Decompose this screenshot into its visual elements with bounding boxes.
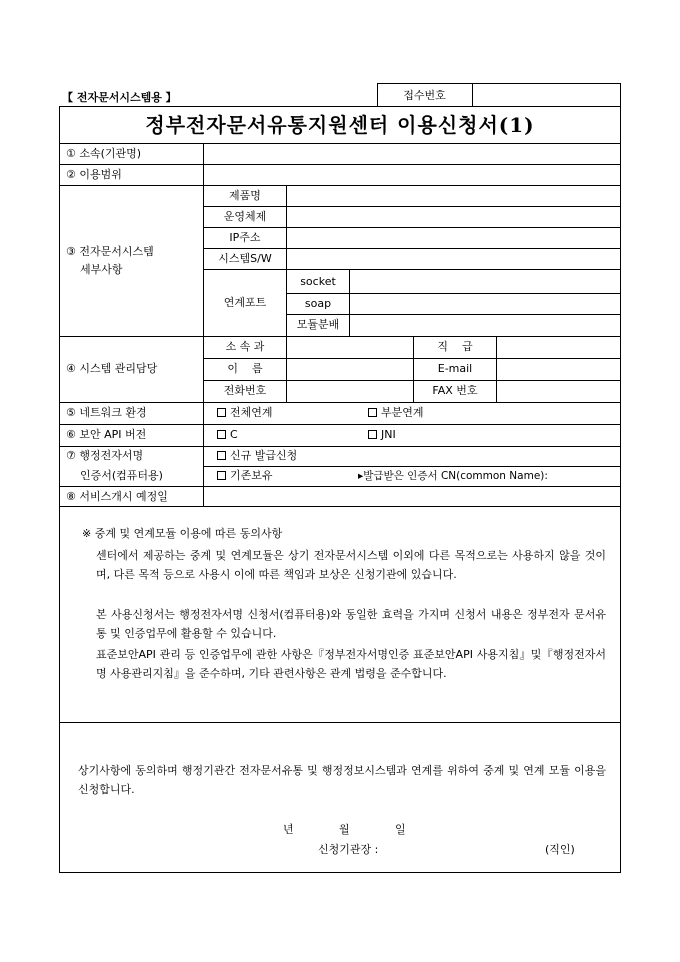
form-type-label: 【 전자문서시스템용 】 (62, 91, 177, 104)
receipt-number-label: 접수번호 (403, 89, 446, 102)
agreement-paragraph-3: 표준보안API 관리 등 인증업무에 관한 사항은『정부전자서명인증 표준보안API 사용지침』및『행정전자서명 사용관리지침』을 준수하며, 기타 관련사항은 관계 법령을 준수합니다. (96, 648, 606, 680)
dept-input[interactable] (289, 339, 411, 357)
form-border-bottom (59, 872, 621, 873)
checkbox-icon[interactable] (217, 408, 226, 417)
product-name-input[interactable] (289, 188, 618, 205)
system-sw-label: 시스템S/W (218, 252, 272, 265)
usage-scope-input[interactable] (206, 167, 618, 184)
cert-existing-option[interactable]: 기존보유 (217, 469, 273, 483)
phone-input[interactable] (289, 383, 411, 401)
fax-label: FAX 번호 (432, 384, 478, 397)
socket-input[interactable] (352, 272, 618, 291)
system-sw-input[interactable] (289, 251, 618, 268)
system-detail-label-1: ③ 전자문서시스템 (66, 245, 154, 258)
soap-input[interactable] (352, 296, 618, 313)
os-input[interactable] (289, 209, 618, 226)
network-full-option[interactable]: 전체연계 (217, 406, 273, 420)
checkbox-icon[interactable] (217, 471, 226, 480)
applicant-input[interactable] (405, 840, 530, 858)
application-statement: 상기사항에 동의하며 행정기관간 전자문서유통 및 행정정보시스템과 연계를 위하여 중계 및 연계 모듈 이용을 신청합니다. (78, 764, 606, 796)
applicant-label: 신청기관장 : (318, 843, 379, 856)
security-api-label: ⑥ 보안 API 버전 (66, 428, 147, 441)
admin-cert-label-1: ⑦ 행정전자서명 (66, 449, 144, 462)
checkbox-icon[interactable] (217, 451, 226, 460)
email-label: E-mail (437, 362, 473, 375)
receipt-box-top (377, 83, 621, 84)
ip-address-input[interactable] (289, 230, 618, 247)
link-port-label: 연계포트 (223, 296, 267, 309)
agreement-heading: ※ 중계 및 연계모듈 이용에 따른 동의사항 (82, 527, 283, 540)
api-jni-option[interactable]: JNI (368, 428, 396, 442)
checkbox-icon[interactable] (368, 430, 377, 439)
agreement-paragraph-2: 본 사용신청서는 행정전자서명 신청서(컴퓨터용)와 동일한 효력을 가지며 신청서 내용은 정부전자 문서유통 및 인증업무에 활용할 수 있습니다. (96, 608, 606, 640)
system-manager-label: ④ 시스템 관리담당 (66, 362, 158, 375)
form-border-top (59, 106, 621, 107)
api-c-option[interactable]: C (217, 428, 238, 442)
network-partial-option[interactable]: 부분연계 (368, 406, 424, 420)
rank-input[interactable] (499, 339, 618, 357)
service-start-label: ⑧ 서비스개시 예정일 (66, 490, 168, 503)
checkbox-icon[interactable] (217, 430, 226, 439)
service-start-input[interactable] (206, 488, 618, 505)
socket-label: socket (300, 275, 336, 288)
year-label: 년 (283, 823, 294, 836)
org-input[interactable] (206, 146, 618, 163)
dept-label: 소 속 과 (225, 340, 265, 353)
month-label: 월 (339, 823, 350, 836)
network-env-label: ⑤ 네트워크 환경 (66, 406, 147, 419)
page-title: 정부전자문서유통지원센터 이용신청서(1) (145, 113, 535, 137)
seal-label: (직인) (545, 843, 575, 856)
fax-input[interactable] (499, 383, 618, 401)
name-label: 이 름 (227, 362, 263, 375)
day-label: 일 (395, 823, 406, 836)
agreement-paragraph-1: 센터에서 제공하는 중계 및 연계모듈은 상기 전자문서시스템 이외에 다른 목적으로는 사용하지 않을 것이며, 다른 목적 등으로 사용시 이에 따른 책임과 보상은 신청기관에 있습니다. (96, 549, 606, 581)
os-label: 운영체제 (223, 210, 267, 223)
system-detail-label-2: 세부사항 (80, 263, 123, 276)
admin-cert-label-2: 인증서(컴퓨터용) (80, 469, 163, 482)
org-label: ① 소속(기관명) (66, 147, 142, 160)
email-input[interactable] (499, 361, 618, 379)
checkbox-icon[interactable] (368, 408, 377, 417)
cert-new-option[interactable]: 신규 발급신청 (217, 449, 297, 463)
form-border-left (59, 106, 60, 873)
module-distribution-label: 모듈분배 (296, 318, 340, 331)
phone-label: 전화번호 (223, 384, 267, 397)
rank-label: 직 급 (437, 340, 473, 353)
product-name-label: 제품명 (229, 189, 261, 202)
usage-scope-label: ② 이용범위 (66, 168, 122, 181)
name-input[interactable] (289, 361, 411, 379)
cert-cn-label: ▸발급받은 인증서 CN(common Name): (358, 470, 548, 482)
soap-label: soap (304, 297, 332, 310)
form-border-right (620, 106, 621, 873)
module-distribution-input[interactable] (352, 317, 618, 334)
ip-address-label: IP주소 (229, 231, 261, 244)
